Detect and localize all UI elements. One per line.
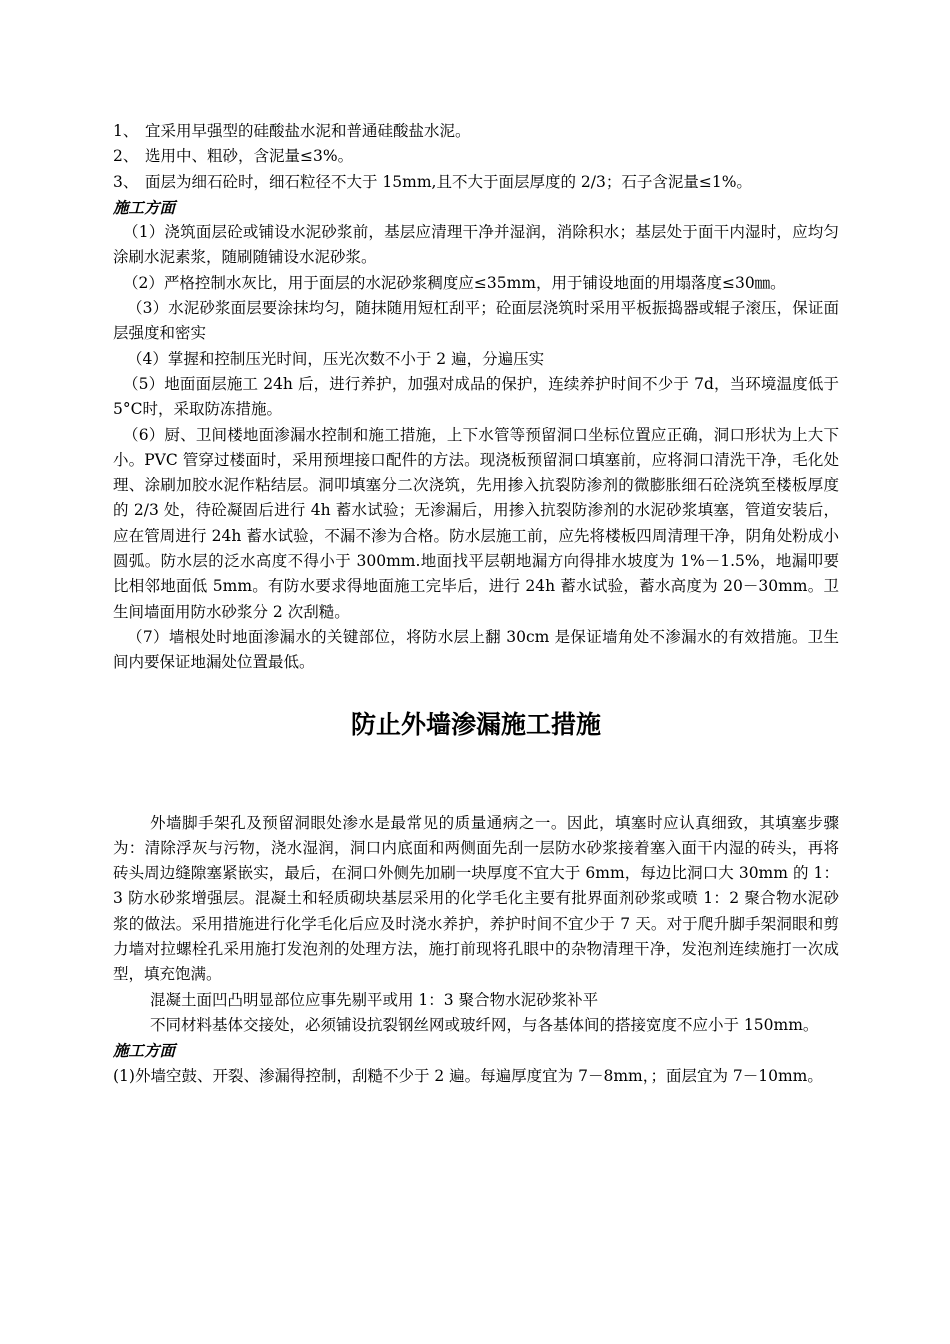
list-text: 选用中、粗砂，含泥量≤3%。 xyxy=(145,147,354,166)
paragraph: 不同材料基体交接处，必须铺设抗裂钢丝网或玻纤网，与各基体间的搭接宽度不应小于 150mm。 xyxy=(150,1015,819,1034)
section-heading: 施工方面 xyxy=(113,197,176,217)
paragraph: （1）浇筑面层砼或铺设水泥砂浆前，基层应清理干净并湿润，消除积水；基层处于面干内湿时，应均匀涂刷水泥素浆，随刷随铺设水泥砂浆。 xyxy=(113,223,839,267)
paragraph: （2）严格控制水灰比，用于面层的水泥砂浆稠度应≤35mm，用于铺设地面的用塌落度≤30㎜。 xyxy=(123,273,786,292)
list-text: 宜采用早强型的硅酸盐水泥和普通硅酸盐水泥。 xyxy=(145,122,471,140)
list-text: 面层为细石砼时，细石粒径不大于 15mm,且不大于面层厚度的 2/3；石子含泥量≤1%。 xyxy=(145,172,752,191)
list-number: 1、 xyxy=(113,122,139,140)
paragraph: （5）地面面层施工 24h 后，进行养护，加强对成品的保护，连续养护时间不少于 7d，当环境温度低于 5°C时，采取防冻措施。 xyxy=(113,374,839,419)
page-title: 防止外墙渗漏施工措施 xyxy=(350,709,601,739)
paragraph: （7）墙根处时地面渗漏水的关键部位，将防水层上翻 30cm 是保证墙角处不渗漏水的有效措施。卫生间内要保证地漏处位置最低。 xyxy=(113,627,839,672)
paragraph: 混凝土面凹凸明显部位应事先剔平或用 1：3 聚合物水泥砂浆补平 xyxy=(150,990,599,1009)
list-item xyxy=(113,119,839,144)
paragraph: （3）水泥砂浆面层要涂抹均匀，随抹随用短杠刮平；砼面层浇筑时采用平板振捣器或辊子滚压，保证面层强度和密实 xyxy=(113,299,839,343)
paragraph: （4）掌握和控制压光时间，压光次数不小于 2 遍，分遍压实 xyxy=(127,349,545,368)
paragraph: (1)外墙空鼓、开裂、渗漏得控制，刮糙不少于 2 遍。每遍厚度宜为 7－8mm，；面层宜为 7－10mm。 xyxy=(113,1066,823,1085)
paragraph: 外墙脚手架孔及预留洞眼处渗水是最常见的质量通病之一。因此，填塞时应认真细致，其填塞步骤为：清除浮灰与污物，浇水湿润，洞口内底面和两侧面先刮一层防水砂浆接着塞入面干内湿的砖头，再将砖头周边缝隙塞紧嵌实，最后，在洞口外侧先加刷一块厚度不宜大于 6mm，每边比洞口大 30mm 的 1：3 防水砂浆增强层。混凝土和轻质砌块基层采用的化学毛化主要有批界面剂砂浆或喷 1：2 聚合物水泥砂浆的做法。采用措施进行化学毛化后应及时浇水养护，养护时间不宜少于 7 天。对于爬升脚手架洞眼和剪力墙对拉螺栓孔采用施打发泡剂的处理方法，施打前现将孔眼中的杂物清理干净，发泡剂连续施打一次成型，填充饱满。 xyxy=(113,813,839,984)
document-body xyxy=(113,119,839,1089)
section-heading: 施工方面 xyxy=(113,1041,176,1061)
list-item xyxy=(113,170,839,195)
list-number: 3、 xyxy=(113,172,139,191)
paragraph: （6）厨、卫间楼地面渗漏水控制和施工措施，上下水管等预留洞口坐标位置应正确，洞口形状为上大下小。PVC 管穿过楼面时，采用预埋接口配件的方法。现浇板预留洞口填塞前，应将洞口清洗干净，毛化处理、涂刷加胶水泥作粘结层。洞叩填塞分二次浇筑，先用掺入抗裂防渗剂的微膨胀细石砼浇筑至楼板厚度的 2/3 处，待砼凝固后进行 4h 蓄水试验；无渗漏后，用掺入抗裂防渗剂的水泥砂浆填塞，管道安装后，应在管周进行 24h 蓄水试验，不漏不渗为合格。防水层施工前，应先将楼板四周清理干净，阴角处粉成小圆弧。防水层的泛水高度不得小于 300mm.地面找平层朝地漏方向得排水坡度为 1%－1.5%，地漏叩要比相邻地面低 5mm。有防水要求得地面施工完毕后，进行 24h 蓄水试验，蓄水高度为 20－30mm。卫生间墙面用防水砂浆分 2 次刮糙。 xyxy=(113,425,839,621)
list-item xyxy=(113,144,839,169)
list-number: 2、 xyxy=(113,147,139,166)
